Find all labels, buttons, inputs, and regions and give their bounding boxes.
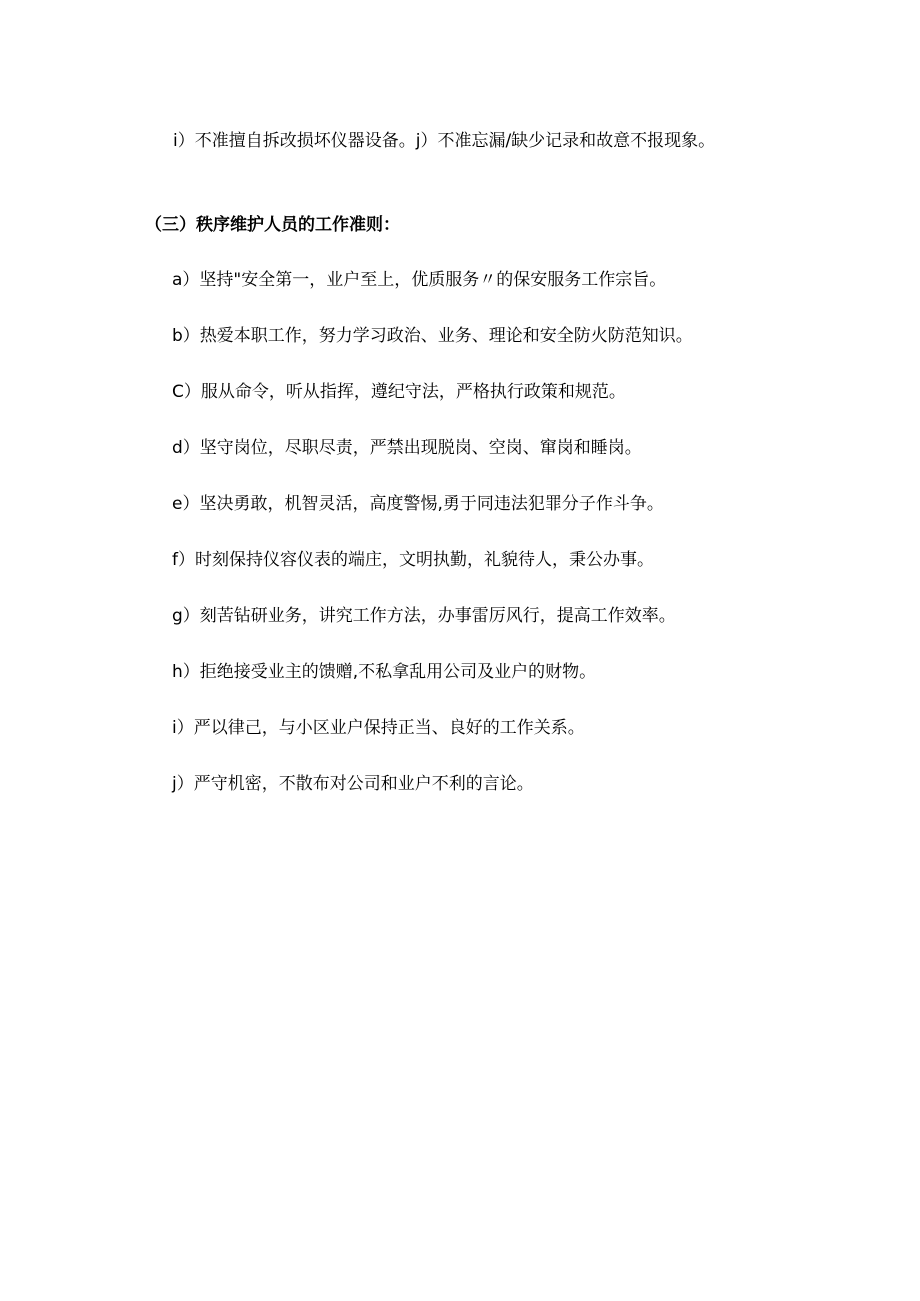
section-heading: （三）秩序维护人员的工作准则： xyxy=(145,215,400,235)
rule-item-c: C）服从命令，听从指挥，遵纪守法，严格执行政策和规范。 xyxy=(172,382,626,402)
rule-item-f: f）时刻保持仪容仪表的端庄，文明执勤，礼貌待人，秉公办事。 xyxy=(172,550,654,570)
rule-item-e: e）坚决勇敢，机智灵活，高度警惕,勇于同违法犯罪分子作斗争。 xyxy=(172,494,664,514)
rule-item-j: j）严守机密，不散布对公司和业户不利的言论。 xyxy=(172,774,534,794)
rule-item-b: b）热爱本职工作，努力学习政治、业务、理论和安全防火防范知识。 xyxy=(172,326,693,346)
rule-item-i: i）严以律己，与小区业户保持正当、良好的工作关系。 xyxy=(172,718,585,738)
intro-paragraph: i）不准擅自拆改损坏仪器设备。j）不准忘漏/缺少记录和故意不报现象。 xyxy=(173,131,716,151)
rule-item-h: h）拒绝接受业主的馈赠,不私拿乱用公司及业户的财物。 xyxy=(172,662,597,682)
rule-item-a: a）坚持"安全第一，业户至上，优质服务〃的保安服务工作宗旨。 xyxy=(172,270,667,290)
rules-list xyxy=(172,266,693,826)
rule-item-d: d）坚守岗位，尽职尽责，严禁出现脱岗、空岗、窜岗和睡岗。 xyxy=(172,438,642,458)
rule-item-g: g）刻苦钻研业务，讲究工作方法，办事雷厉风行，提高工作效率。 xyxy=(172,606,676,626)
